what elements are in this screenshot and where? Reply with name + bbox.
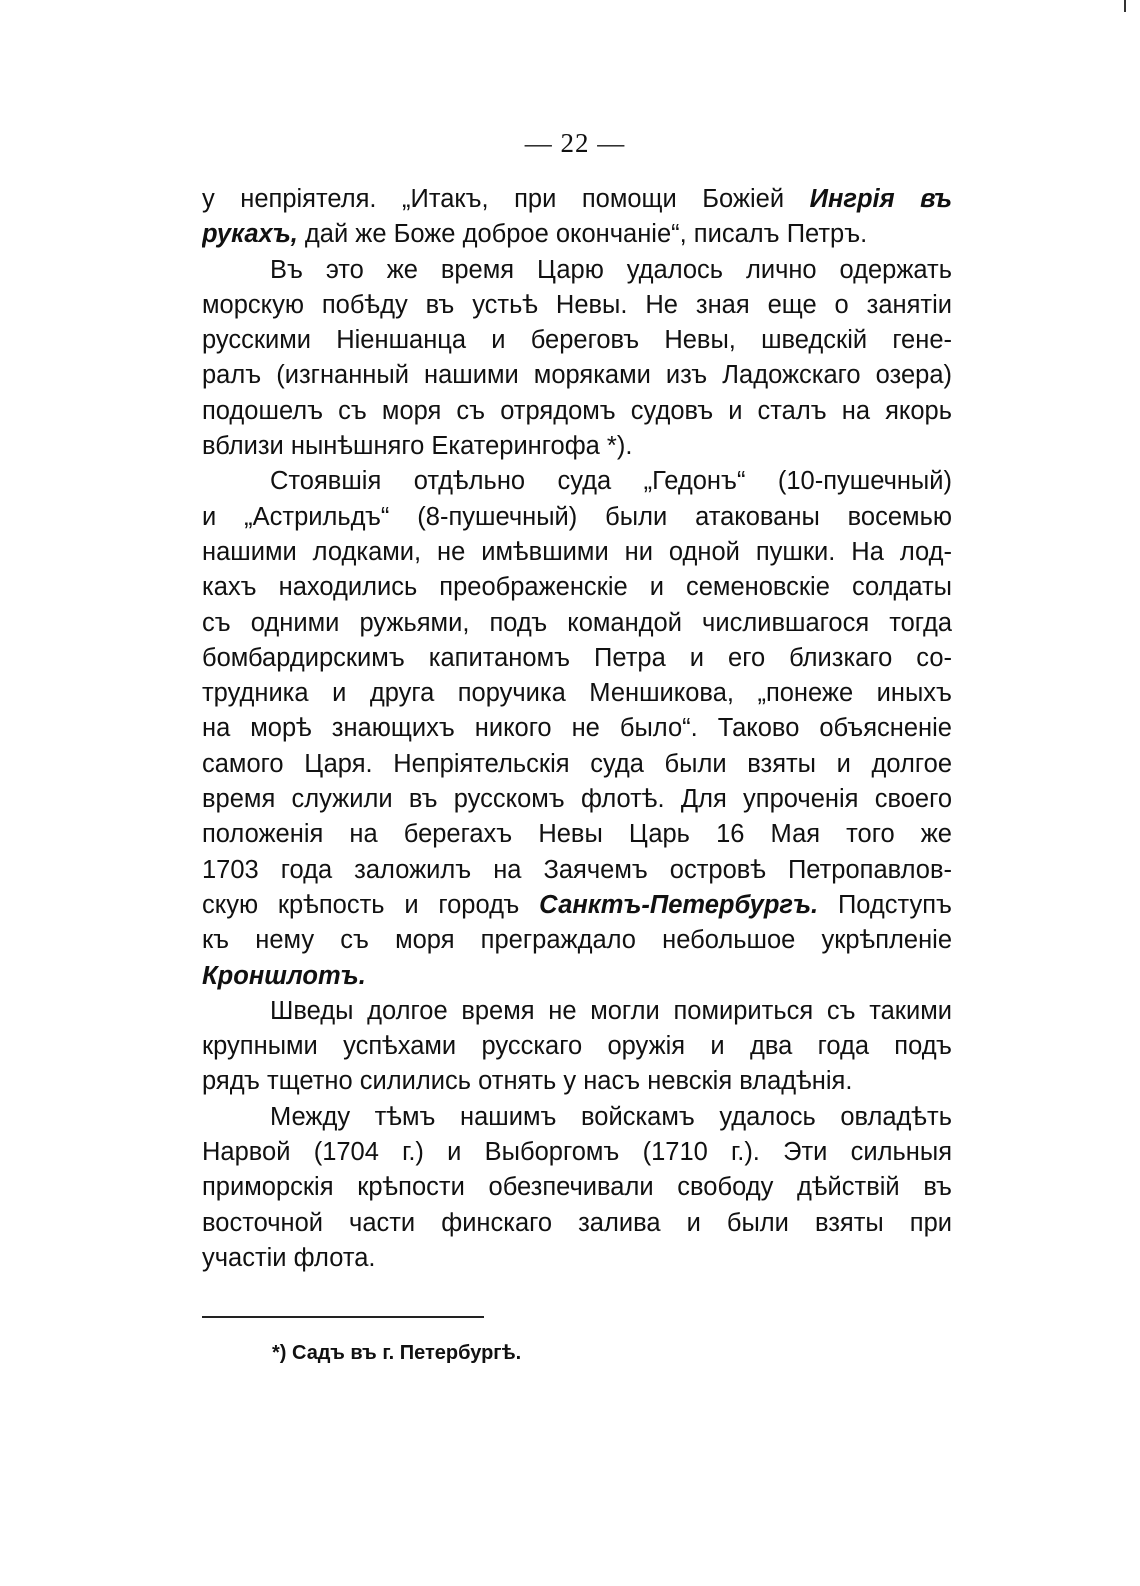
footnote: *) Садъ въ г. Петербургѣ. [272,1342,522,1364]
text-segment: крупными успѣхами русскаго оружія и два года подъ [202,1032,952,1061]
text-line [202,641,952,676]
page-number: — 22 — [524,128,626,158]
text-line [202,253,952,288]
text-segment: скую крѣпость и городъ [202,890,540,919]
text-segment: бомбардирскимъ капитаномъ Петра и его близкаго со- [202,643,952,672]
text-segment: Подступъ [818,890,952,919]
text-segment: нашими лодками, не имѣвшими ни одной пушки. На лод- [202,537,952,566]
text-segment: и „Астрильдъ“ (8-пушечный) были атакованы восемью [202,502,952,531]
text-line [202,1029,952,1064]
text-segment: Стоявшія отдѣльно суда „Гедонъ“ (10-пушечный) [270,467,952,496]
text-line [202,288,952,323]
text-line [202,429,952,464]
text-segment: на морѣ знающихъ никого не было“. Таково объясненіе [202,714,952,743]
text-line [202,1206,952,1241]
text-line [202,923,952,958]
text-line [202,323,952,358]
text-line [202,676,952,711]
italic-text: Кроншлотъ. [202,961,366,990]
text-line [202,535,952,570]
text-line [202,888,952,923]
text-line [202,994,952,1029]
text-segment: морскую побѣду въ устьѣ Невы. Не зная еще о занятіи [202,290,952,319]
text-segment: приморскія крѣпости обезпечивали свободу дѣйствій въ [202,1173,952,1202]
text-line [202,747,952,782]
text-line [202,217,952,252]
italic-text: рукахъ, [202,220,298,249]
body-text [202,182,952,1276]
text-line [202,570,952,605]
text-line [202,782,952,817]
text-line [202,358,952,393]
italic-text: Санктъ-Петербургъ. [539,890,819,919]
text-line [202,1170,952,1205]
text-line [202,394,952,429]
text-line [202,959,952,994]
text-line [202,500,952,535]
text-line [202,1241,952,1276]
text-segment: съ одними ружьями, подъ командой числившагося тогда [202,608,952,637]
text-line [202,853,952,888]
text-segment: положенія на берегахъ Невы Царь 16 Мая того же [202,820,952,849]
italic-text: Ингрія въ [809,185,952,213]
text-segment: Нарвой (1704 г.) и Выборгомъ (1710 г.). Эти сильныя [202,1138,952,1167]
text-line [202,1135,952,1170]
text-segment: вблизи нынѣшняго Екатерингофа *). [202,432,633,461]
text-segment: Между тѣмъ нашимъ войскамъ удалось овладѣть [270,1102,952,1131]
text-segment: русскими Ніеншанца и береговъ Невы, шведскій гене- [202,326,952,355]
text-segment: дай же Боже доброе окончаніе“, писалъ Петръ. [297,220,868,249]
footnote-divider [202,1316,484,1318]
text-segment: трудника и друга поручика Меншикова, „понеже иныхъ [202,679,952,708]
text-segment: восточной части финскаго залива и были взяты при [202,1208,952,1237]
text-segment: участіи флота. [202,1243,376,1272]
text-line [202,1100,952,1135]
text-segment: самого Царя. Непріятельскія суда были взяты и долгое [202,749,952,778]
text-line [202,182,952,217]
text-line [202,817,952,852]
text-segment: у непріятеля. „Итакъ, при помощи Божіей [202,185,810,213]
text-segment: Въ это же время Царю удалось лично одержать [270,255,952,284]
text-segment: Шведы долгое время не могли помириться съ такими [270,996,952,1025]
text-segment: кахъ находились преображенскіе и семеновскіе солдаты [202,573,952,602]
scan-edge-mark [1124,0,1126,12]
text-segment: ралъ (изгнанный нашими моряками изъ Ладожскаго озера) [202,361,952,390]
text-line [202,606,952,641]
text-segment: подошелъ съ моря съ отрядомъ судовъ и сталъ на якорь [202,396,952,425]
text-segment: время служили въ русскомъ флотѣ. Для упроченія своего [202,785,952,814]
text-segment: рядъ тщетно силились отнять у насъ невскія владѣнія. [202,1067,853,1096]
text-line [202,711,952,746]
text-segment: къ нему съ моря преграждало небольшое укрѣпленіе [202,926,952,955]
text-line [202,1064,952,1099]
text-segment: 1703 года заложилъ на Заячемъ островѣ Петропавлов- [202,855,952,884]
text-line [202,464,952,499]
